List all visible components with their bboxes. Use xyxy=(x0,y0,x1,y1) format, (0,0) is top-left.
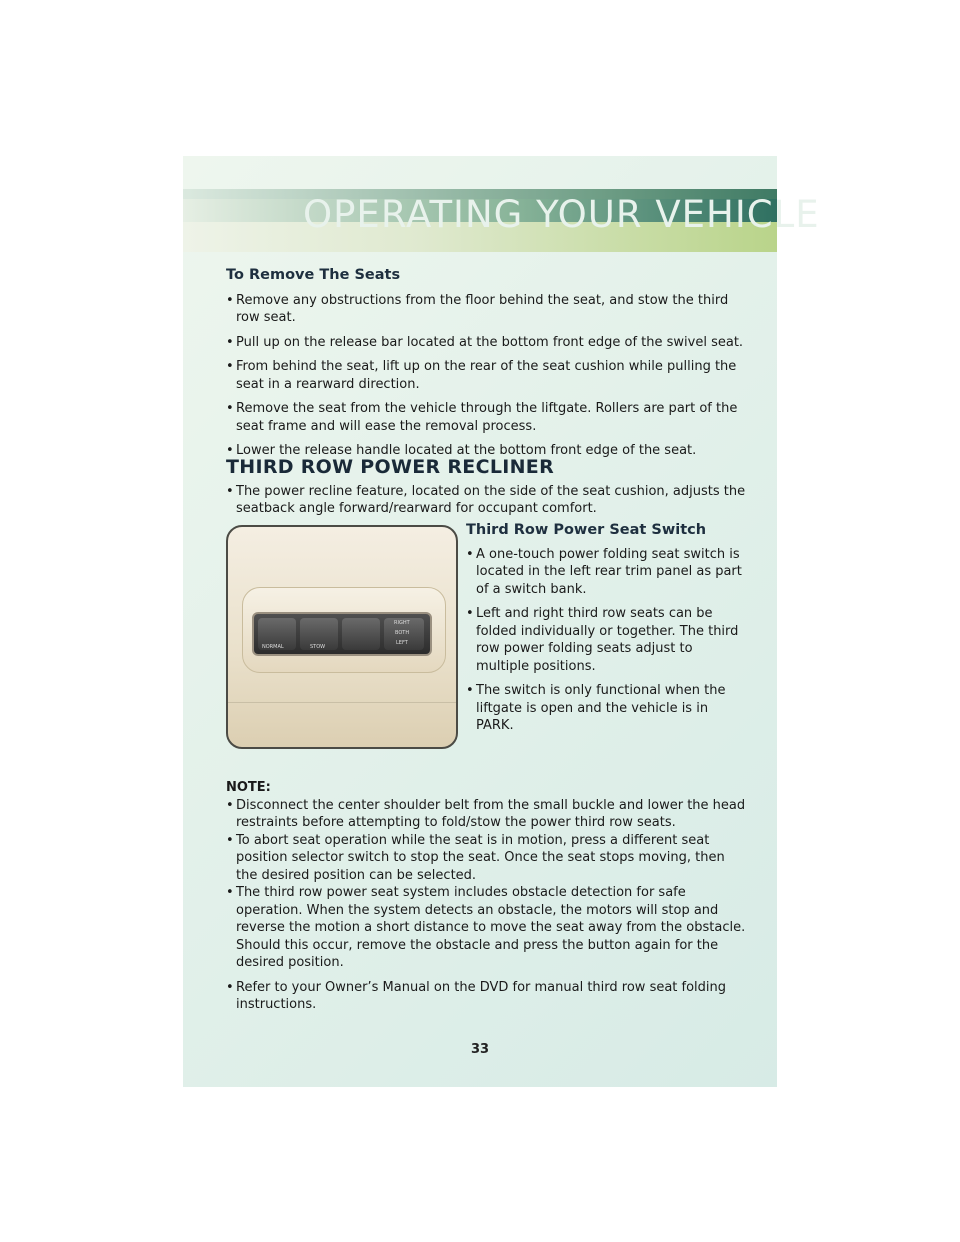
note-heading: NOTE: xyxy=(226,780,271,795)
seat-switch-section xyxy=(466,522,746,742)
trim-panel-seam xyxy=(228,702,456,703)
section-header-title: OPERATING YOUR VEHICLE xyxy=(303,193,820,236)
recliner-list xyxy=(226,483,746,518)
recliner-heading: THIRD ROW POWER RECLINER xyxy=(226,456,555,478)
right-label: RIGHT xyxy=(394,620,410,626)
seat-fold-switch-icon xyxy=(342,618,380,650)
note-section xyxy=(226,779,746,1014)
switch-bank-photo xyxy=(226,525,458,749)
normal-label: NORMAL xyxy=(262,644,284,650)
list-item: • From behind the seat, lift up on the rear of the seat cushion while pulling the seat in a rearward direction. xyxy=(226,358,746,393)
list-item: • Remove any obstructions from the floor behind the seat, and stow the third row seat. xyxy=(226,292,746,327)
list-item: • The switch is only functional when the liftgate is open and the vehicle is in PARK. xyxy=(466,682,746,735)
list-item: • A one-touch power folding seat switch is located in the left rear trim panel as part of a switch bank. xyxy=(466,546,746,599)
recliner-section xyxy=(226,456,746,525)
list-item: • Lower the release handle located at the bottom front edge of the seat. xyxy=(226,442,746,460)
note-list xyxy=(226,797,746,1014)
list-item: • Disconnect the center shoulder belt from the small buckle and lower the head restraints before attempting to fold/stow the power third row seats. xyxy=(226,797,746,832)
seat-switch-list xyxy=(466,546,746,735)
page-number: 33 xyxy=(470,1042,490,1057)
list-item: • Remove the seat from the vehicle through the liftgate. Rollers are part of the seat frame and will ease the removal process. xyxy=(226,400,746,435)
left-label: LEFT xyxy=(396,640,408,646)
list-item: • Refer to your Owner’s Manual on the DVD for manual third row seat folding instructions. xyxy=(226,979,746,1014)
remove-seats-heading: To Remove The Seats xyxy=(226,267,401,283)
seat-switch-heading: Third Row Power Seat Switch xyxy=(466,522,707,538)
remove-seats-section xyxy=(226,267,746,467)
list-item: • The power recline feature, located on the side of the seat cushion, adjusts the seatback angle forward/rearward for occupant comfort. xyxy=(226,483,746,518)
list-item: • To abort seat operation while the seat is in motion, press a different seat position selector switch to stop the seat. Once the seat stops moving, then the desired position can be selected. xyxy=(226,832,746,885)
list-item: • Pull up on the release bar located at the bottom front edge of the swivel seat. xyxy=(226,334,746,352)
both-label: BOTH xyxy=(395,630,410,636)
list-item: • Left and right third row seats can be folded individually or together. The third row power folding seats adjust to multiple positions. xyxy=(466,605,746,675)
switch-panel xyxy=(252,612,432,656)
list-item: • The third row power seat system includes obstacle detection for safe operation. When the system detects an obstacle, the motors will stop and reverse the motion a short distance to move the seat away from the obstacle. Should this occur, remove the obstacle and press the button again for the desired position. xyxy=(226,884,746,972)
stow-label: STOW xyxy=(310,644,326,650)
remove-seats-list xyxy=(226,292,746,460)
